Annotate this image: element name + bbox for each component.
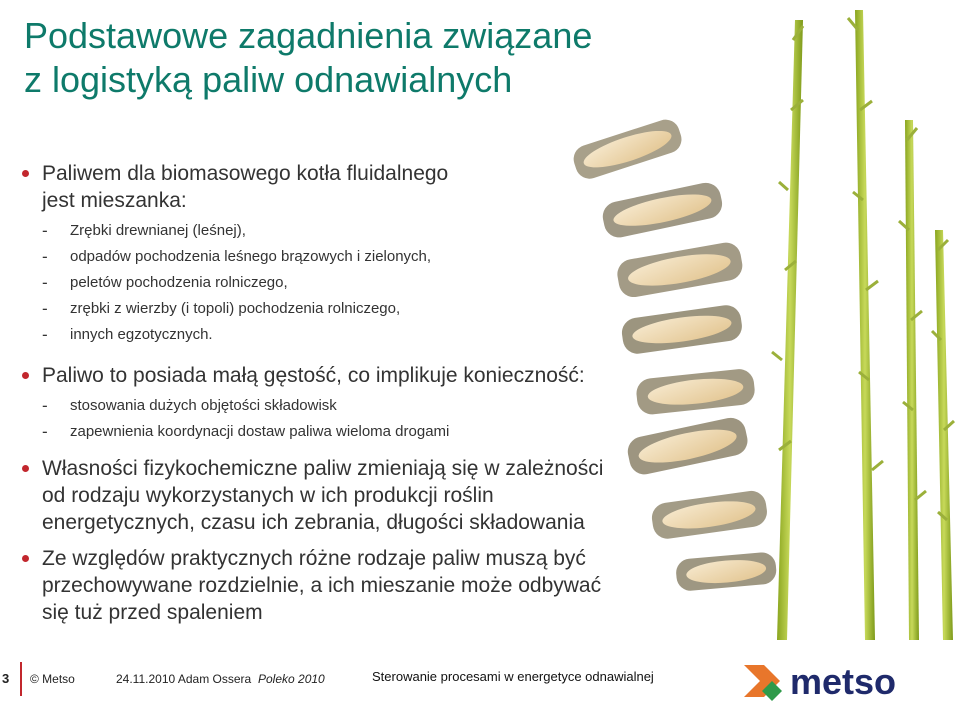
project-name: Poleko 2010: [258, 672, 325, 686]
bullet-1-line2: jest mieszanka:: [42, 189, 187, 212]
logo-wordmark: metso: [790, 661, 897, 701]
footer: [0, 655, 960, 702]
slide-title-line1: Podstawowe zagadnienia związane: [24, 15, 593, 56]
bullet-4-line3: się tuż przed spaleniem: [42, 601, 263, 624]
willow-stems-illustration: [555, 0, 960, 640]
bullet-4-line2: przechowywane rozdzielnie, a ich mieszanie może odbywać: [42, 574, 602, 597]
wood-chips: [570, 116, 777, 592]
course-title: Sterowanie procesami w energetyce odnawialnej: [372, 669, 654, 684]
page-number: 3: [2, 671, 10, 686]
list-item-text: innych egzotycznych.: [70, 326, 213, 343]
slide-title-line2: z logistyką paliw odnawialnych: [24, 59, 513, 100]
bullet-4-line1: Ze względów praktycznych różne rodzaje paliw muszą być: [42, 547, 586, 570]
bullet-1-line1: Paliwem dla biomasowego kotła fluidalnego: [42, 162, 449, 185]
red-dot-icon: [22, 372, 29, 379]
dash-icon: -: [42, 396, 48, 415]
list-item-text: Zrębki drewnianej (leśnej),: [70, 222, 246, 239]
date-author: 24.11.2010 Adam Ossera: [116, 672, 252, 686]
dash-icon: -: [42, 247, 48, 266]
copyright: © Metso: [30, 672, 75, 686]
red-dot-icon: [22, 555, 29, 562]
bullet-2-line1: Paliwo to posiada małą gęstość, co implikuje konieczność:: [42, 364, 585, 387]
stem-3: [899, 120, 926, 640]
stem-4: [932, 230, 954, 640]
dash-icon: -: [42, 422, 48, 441]
list-item-text: zrębki z wierzby (i topoli) pochodzenia rolniczego,: [70, 300, 401, 317]
bullet-3-line1: Własności fizykochemiczne paliw zmieniają się w zależności: [42, 457, 604, 480]
list-item-text: zapewnienia koordynacji dostaw paliwa wieloma drogami: [70, 423, 450, 440]
dash-icon: -: [42, 273, 48, 292]
footer-divider: [20, 662, 22, 696]
dash-icon: -: [42, 299, 48, 318]
list-item-text: stosowania dużych objętości składowisk: [70, 397, 337, 414]
bullet-3-line2: od rodzaju wykorzystanych w ich produkcji roślin: [42, 484, 494, 507]
bullet-3-line3: energetycznych, czasu ich zebrania, długości składowania: [42, 511, 585, 534]
dash-icon: -: [42, 325, 48, 344]
list-item-text: odpadów pochodzenia leśnego brązowych i zielonych,: [70, 248, 432, 265]
stem-1: [772, 20, 803, 640]
red-dot-icon: [22, 170, 29, 177]
red-dot-icon: [22, 465, 29, 472]
metso-logo-icon: [742, 661, 952, 701]
list-item-text: peletów pochodzenia rolniczego,: [70, 274, 288, 291]
dash-icon: -: [42, 221, 48, 240]
stem-2: [848, 10, 883, 640]
